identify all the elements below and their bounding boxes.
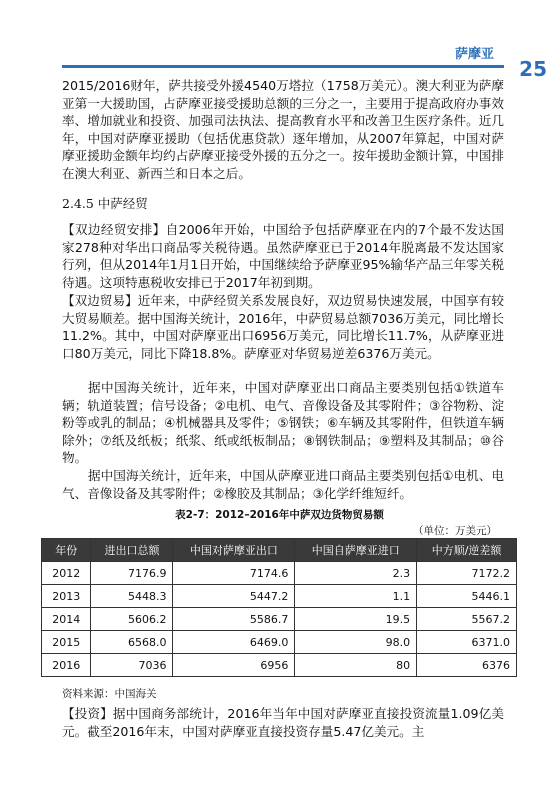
cell-year: 2015: [42, 631, 91, 654]
cell-year: 2013: [42, 585, 91, 608]
cell-total: 6568.0: [91, 631, 173, 654]
table-row: [42, 631, 517, 654]
table-unit: （单位：万美元）: [413, 525, 497, 537]
cell-year: 2014: [42, 608, 91, 631]
cell-import: 2.3: [295, 562, 417, 585]
table-row: [42, 654, 517, 677]
table-row: [42, 562, 517, 585]
cell-import: 1.1: [295, 585, 417, 608]
header-import: 中国自萨摩亚进口: [295, 539, 417, 562]
header-total: 进出口总额: [91, 539, 173, 562]
cell-import: 98.0: [295, 631, 417, 654]
table-row: [42, 608, 517, 631]
cell-year: 2016: [42, 654, 91, 677]
section-title: 2.4.5 中萨经贸: [62, 196, 148, 211]
cell-total: 7176.9: [91, 562, 173, 585]
paragraph-investment: 【投资】据中国商务部统计，2016年当年中国对萨摩亚直接投资流量1.09亿美元。截至2016年末，中国对萨摩亚直接投资存量5.47亿美元。主: [62, 706, 504, 739]
cell-export: 7174.6: [173, 562, 295, 585]
paragraph-imports: 据中国海关统计，近年来，中国从萨摩亚进口商品主要类别包括①电机、电气、音像设备及其零附件；②橡胶及其制品；③化学纤维短纤。: [62, 468, 504, 501]
cell-balance: 7172.2: [417, 562, 517, 585]
table-header-row: [42, 539, 517, 562]
header-rule: [62, 65, 504, 68]
cell-total: 5606.2: [91, 608, 173, 631]
cell-balance: 6371.0: [417, 631, 517, 654]
cell-total: 5448.3: [91, 585, 173, 608]
cell-import: 19.5: [295, 608, 417, 631]
running-title: 萨摩亚: [454, 47, 494, 62]
table-row: [42, 585, 517, 608]
cell-import: 80: [295, 654, 417, 677]
paragraph-aid: 2015/2016财年，萨共接受外援4540万塔拉（1758万美元）。澳大利亚为萨摩亚第一大援助国，占萨摩亚接受援助总额的三分之一，主要用于提高政府办事效率、增加就业和投资、加强司法执法、提高教育水平和改善卫生医疗条件。近几年，中国对萨摩亚援助（包括优惠贷款）逐年增加，从2007年算起，中国对萨摩亚援助金额年均约占萨摩亚接受外援的五分之一。按年援助金额计算，中国排在澳大利亚、新西兰和日本之后。: [62, 78, 504, 181]
table-caption: 表2-7：2012–2016年中萨双边货物贸易额: [175, 509, 384, 521]
cell-balance: 6376: [417, 654, 517, 677]
cell-year: 2012: [42, 562, 91, 585]
page-number: 25: [519, 57, 547, 81]
header-export: 中国对萨摩亚出口: [173, 539, 295, 562]
cell-balance: 5446.1: [417, 585, 517, 608]
header-balance: 中方顺/逆差额: [417, 539, 517, 562]
table-source: 资料来源：中国海关: [62, 688, 157, 700]
cell-export: 5586.7: [173, 608, 295, 631]
cell-export: 6469.0: [173, 631, 295, 654]
paragraph-exports: 据中国海关统计，近年来，中国对萨摩亚出口商品主要类别包括①铁道车辆；轨道装置；信号设备；②电机、电气、音像设备及其零附件；③谷物粉、淀粉等或乳的制品；④机械器具及零件；⑤钢铁；⑥车辆及其零附件，但铁道车辆除外；⑦纸及纸板；纸浆、纸或纸板制品；⑧钢铁制品；⑨塑料及其制品；⑩谷物。: [62, 380, 504, 466]
paragraph-bilateral-trade: 【双边贸易】近年来，中萨经贸关系发展良好，双边贸易快速发展，中国享有较大贸易顺差。据中国海关统计，2016年，中萨贸易总额7036万美元，同比增长11.2%。其中，中国对萨摩亚出口6956万美元，同比增长11.7%，从萨摩亚进口80万美元，同比下降18.8%。萨摩亚对华贸易逆差6376万美元。: [62, 293, 504, 361]
paragraph-trade-arrangement: 【双边经贸安排】自2006年开始，中国给予包括萨摩亚在内的7个最不发达国家278种对华出口商品零关税待遇。虽然萨摩亚已于2014年脱离最不发达国家行列，但从2014年1月1日开始，中国继续给予萨摩亚95%输华产品三年零关税待遇。这项特惠税收安排已于2017年初到期。: [62, 222, 504, 290]
trade-table: [41, 538, 517, 677]
cell-export: 5447.2: [173, 585, 295, 608]
header-year: 年份: [42, 539, 91, 562]
cell-export: 6956: [173, 654, 295, 677]
cell-balance: 5567.2: [417, 608, 517, 631]
cell-total: 7036: [91, 654, 173, 677]
